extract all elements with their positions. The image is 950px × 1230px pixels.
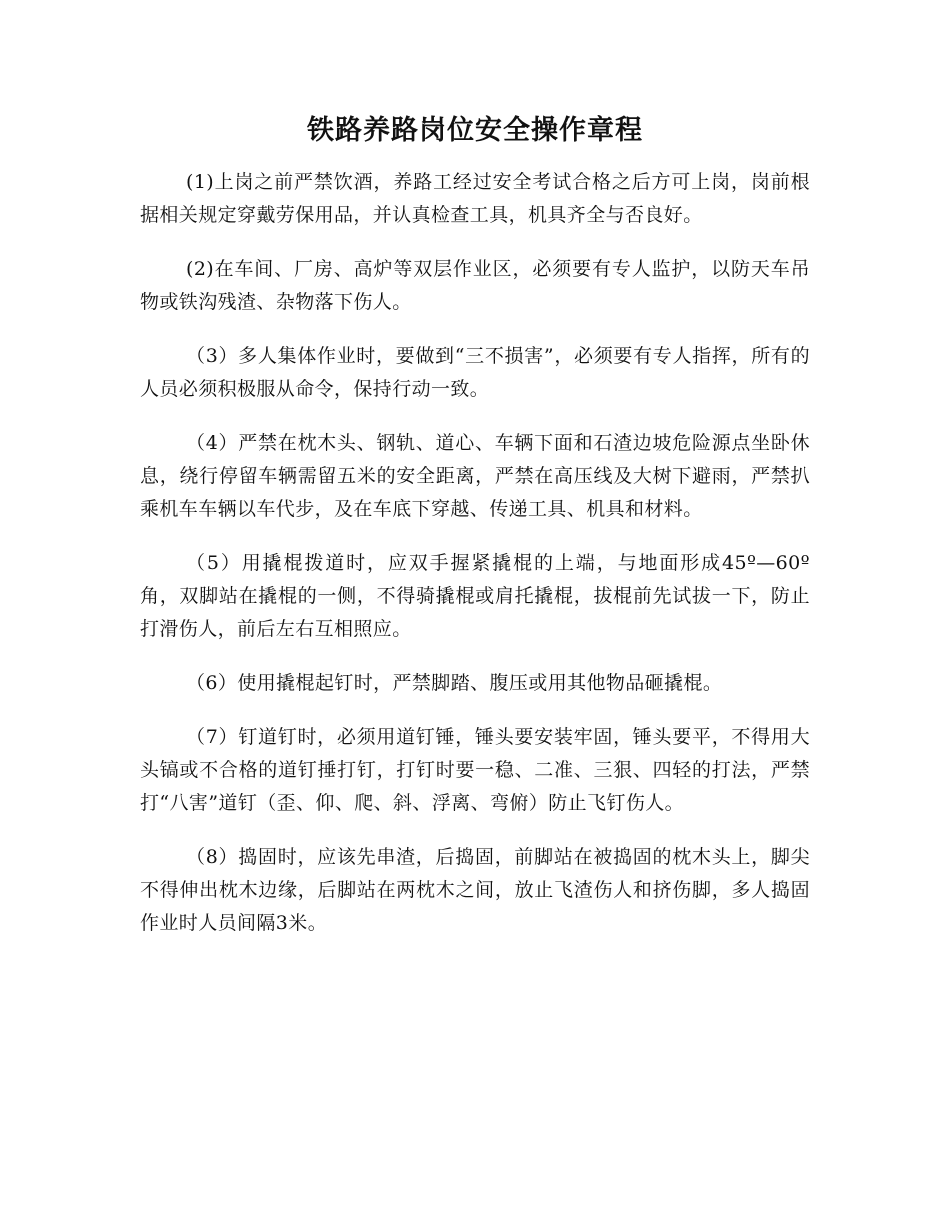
document-body — [140, 108, 810, 961]
paragraph-rule-2: (2)在车间、厂房、高炉等双层作业区，必须要有专人监护，以防天车吊物或铁沟残渣、杂物落下伤人。 — [140, 258, 810, 313]
paragraph-rule-6: （6）使用撬棍起钉时，严禁脚踏、腹压或用其他物品砸撬棍。 — [186, 672, 723, 694]
document-title: 铁路养路岗位安全操作章程 — [307, 115, 643, 146]
paragraph-rule-1: (1)上岗之前严禁饮酒，养路工经过安全考试合格之后方可上岗，岗前根据相关规定穿戴劳保用品，并认真检查工具，机具齐全与否良好。 — [140, 171, 810, 226]
paragraph-rule-5: （5）用撬棍拨道时，应双手握紧撬棍的上端，与地面形成45º—60º角，双脚站在撬棍的一侧，不得骑撬棍或肩托撬棍，拔棍前先试拔一下，防止打滑伤人，前后左右互相照应。 — [140, 552, 810, 640]
paragraph-rule-8: （8）捣固时，应该先串渣，后捣固，前脚站在被捣固的枕木头上，脚尖不得伸出枕木边缘，后脚站在两枕木之间，放止飞渣伤人和挤伤脚，多人捣固作业时人员间隔3米。 — [140, 846, 810, 934]
paragraph-rule-3: （3）多人集体作业时，要做到“三不损害”，必须要有专人指挥，所有的人员必须积极服从命令，保持行动一致。 — [140, 345, 810, 400]
paragraph-rule-7: （7）钉道钉时，必须用道钉锤，锤头要安装牢固，锤头要平，不得用大头镐或不合格的道钉捶打钉，打钉时要一稳、二准、三狠、四轻的打法，严禁打“八害”道钉（歪、仰、爬、斜、浮离、弯俯）防止飞钉伤人。 — [140, 726, 810, 814]
paragraph-rule-4: （4）严禁在枕木头、钢轨、道心、车辆下面和石渣边坡危险源点坐卧休息，绕行停留车辆需留五米的安全距离，严禁在高压线及大树下避雨，严禁扒乘机车车辆以车代步，及在车底下穿越、传递工具、机具和材料。 — [140, 432, 810, 520]
